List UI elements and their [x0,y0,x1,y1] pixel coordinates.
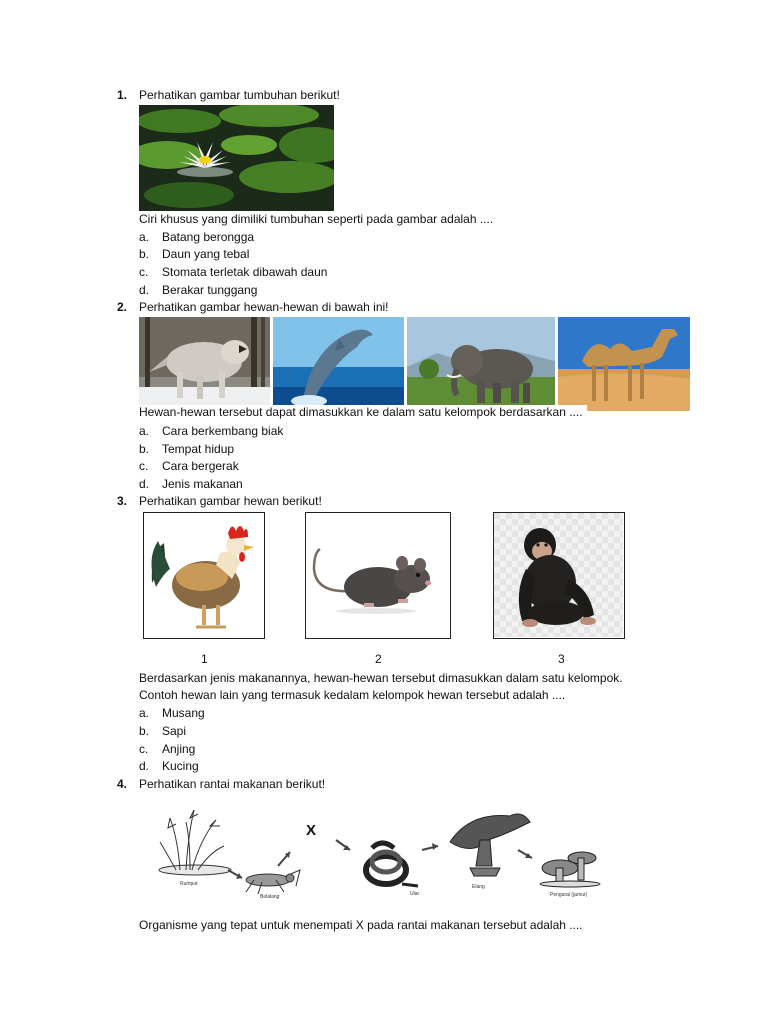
caption-eagle: Elang [472,884,485,890]
option-text: Anjing [162,742,196,756]
rooster-image [143,512,265,639]
option-letter: d. [139,477,150,491]
question-text: Hewan-hewan tersebut dapat dimasukkan ke dalam satu kelompok berdasarkan .... [139,405,587,419]
option-letter: a. [139,424,150,438]
elephant-image [407,317,555,411]
option-letter: b. [139,247,150,261]
grass-drawing [159,810,231,875]
option-letter: c. [139,459,149,473]
question-number: 3. [117,494,128,508]
option-text: Cara bergerak [162,459,239,473]
caption-grasshopper: Belalang [260,894,280,900]
food-chain-diagram [150,800,615,905]
unknown-organism-x: X [306,822,317,839]
option-text: Daun yang tebal [162,247,250,261]
chimpanzee-image [493,512,625,639]
mushroom-drawing [540,852,600,887]
question-prompt: Perhatikan gambar hewan-hewan di bawah ini! [139,300,389,314]
grasshopper-drawing [246,870,300,894]
caption-fungi: Pengurai (jamur) [550,892,588,898]
caption-snake: Ular [410,891,420,897]
option-letter: a. [139,706,150,720]
question-text-line2: Contoh hewan lain yang termasuk kedalam kelompok hewan tersebut adalah .... [139,688,566,702]
option-letter: a. [139,230,150,244]
question-prompt: Perhatikan gambar tumbuhan berikut! [139,88,340,102]
rat-image [305,512,451,639]
option-letter: b. [139,724,150,738]
option-text: Tempat hidup [162,442,235,456]
question-text-line1: Berdasarkan jenis makanannya, hewan-hewan tersebut dimasukkan dalam satu kelompok. [139,671,623,685]
image-label-1: 1 [201,652,208,666]
option-text: Musang [162,706,205,720]
option-text: Kucing [162,759,199,773]
image-label-3: 3 [558,652,565,666]
water-lily-image [139,105,334,211]
option-letter: d. [139,283,150,297]
option-text: Sapi [162,724,187,738]
question-prompt: Perhatikan gambar hewan berikut! [139,494,322,508]
option-text: Stomata terletak dibawah daun [162,265,328,279]
option-text: Berakar tunggang [162,283,258,297]
question-number: 2. [117,300,128,314]
question-number: 4. [117,777,128,791]
question-text: Ciri khusus yang dimiliki tumbuhan seperti pada gambar adalah .... [139,212,494,226]
image-label-2: 2 [375,652,382,666]
option-letter: d. [139,759,150,773]
eagle-drawing [450,814,530,876]
option-text: Jenis makanan [162,477,243,491]
dolphin-image [273,317,404,411]
option-letter: c. [139,265,149,279]
option-text: Batang berongga [162,230,255,244]
option-letter: b. [139,442,150,456]
question-prompt: Perhatikan rantai makanan berikut! [139,777,326,791]
wolf-image [139,317,270,411]
question-text: Organisme yang tepat untuk menempati X pada rantai makanan tersebut adalah .... [139,918,583,932]
camel-image [558,317,690,411]
caption-grass: Rumput [180,881,198,887]
question-number: 1. [117,88,128,102]
snake-drawing [366,843,418,886]
option-text: Cara berkembang biak [162,424,284,438]
option-letter: c. [139,742,149,756]
